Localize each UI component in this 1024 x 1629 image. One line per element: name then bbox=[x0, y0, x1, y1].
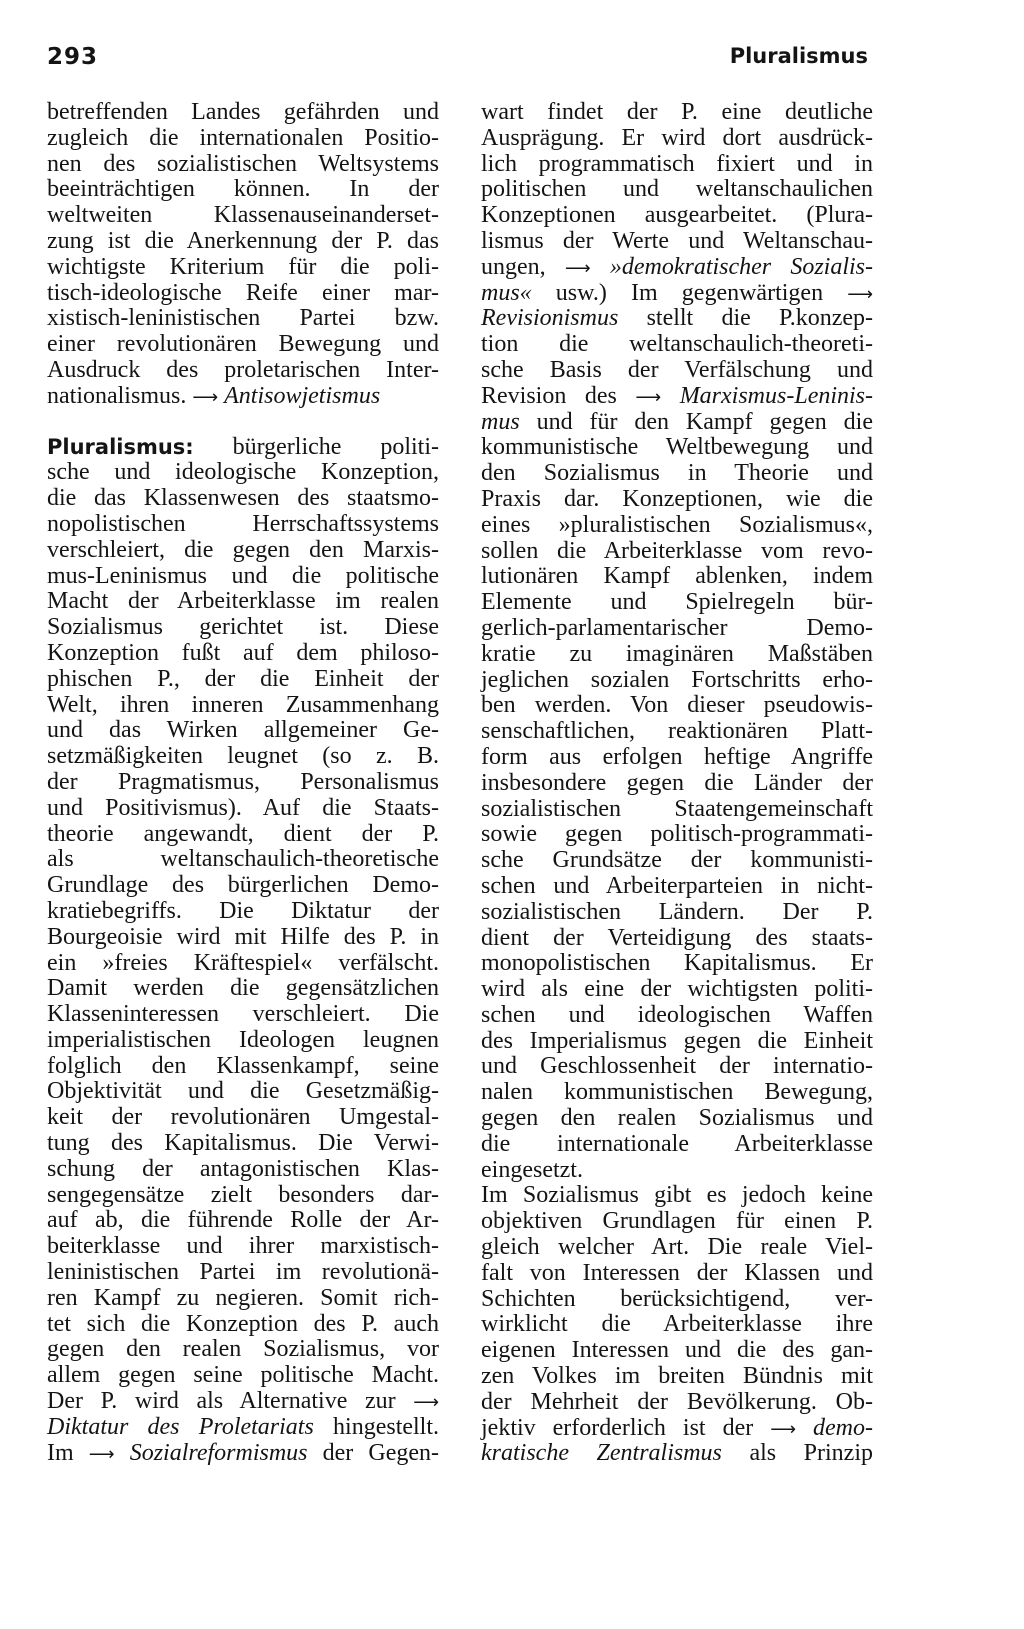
cross-reference-arrow-icon: ⟶ bbox=[88, 1443, 115, 1465]
text-line: nopolistischen Herrschaftssystems bbox=[47, 510, 439, 537]
right-lines-b bbox=[481, 332, 873, 384]
cross-reference-link[interactable]: demo- bbox=[813, 1414, 874, 1441]
text-line: zen Volkes im breiten Bündnis mit bbox=[481, 1363, 873, 1390]
text-line: und Positivismus). Auf die Staats- bbox=[47, 794, 439, 821]
cross-reference-link[interactable]: Antisowjetismus bbox=[224, 382, 381, 409]
text-span: Der P. wird als Alternative zur bbox=[47, 1388, 396, 1415]
text-line: gleich welcher Art. Die reale Viel- bbox=[481, 1234, 873, 1261]
entry-body bbox=[47, 460, 439, 1389]
text-span: Revision des bbox=[481, 382, 617, 409]
text-line: kratiebegriffs. Die Diktatur der bbox=[47, 897, 439, 924]
text-line: den Sozialismus in Theorie und bbox=[481, 460, 873, 487]
text-line bbox=[481, 306, 873, 332]
text-line: folglich den Klassenkampf, seine bbox=[47, 1052, 439, 1079]
text-line: als weltanschaulich-theoretische bbox=[47, 846, 439, 873]
text-line: kratie zu imaginären Maßstäben bbox=[481, 640, 873, 667]
text-line: phischen P., der die Einheit der bbox=[47, 665, 439, 692]
cross-reference-link[interactable]: Revisionismus bbox=[481, 305, 619, 332]
text-line: wirklicht die Arbeiterklasse ihre bbox=[481, 1311, 873, 1338]
text-line: sche Grundsätze der kommunisti- bbox=[481, 847, 873, 874]
text-line: form aus erfolgen heftige Angriffe bbox=[481, 743, 873, 770]
text-line: leninistischen Partei im revolutionä- bbox=[47, 1259, 439, 1286]
text-line: sengegensätze zielt besonders dar- bbox=[47, 1181, 439, 1208]
text-line: Grundlage des bürgerlichen Demo- bbox=[47, 872, 439, 899]
text-line: kommunistische Weltbewegung und bbox=[481, 434, 873, 461]
text-line: schen und Arbeiterparteien in nicht- bbox=[481, 872, 873, 899]
cross-reference-link[interactable]: mus« bbox=[481, 279, 532, 306]
cross-reference-link[interactable]: kratische Zentralismus bbox=[481, 1440, 722, 1467]
text-span: jektiv erforderlich ist der bbox=[481, 1414, 754, 1441]
text-line: Praxis dar. Konzeptionen, wie die bbox=[481, 485, 873, 512]
text-line: theorie angewandt, dient der P. bbox=[47, 820, 439, 847]
text-span: Im bbox=[47, 1439, 74, 1466]
text-line: nalen kommunistischen Bewegung, bbox=[481, 1079, 873, 1106]
text-line: Welt, ihren inneren Zusammenhang bbox=[47, 691, 439, 718]
text-line: objektiven Grundlagen für einen P. bbox=[481, 1208, 873, 1235]
text-line bbox=[481, 1416, 873, 1442]
text-line: und Geschlossenheit der internatio- bbox=[481, 1053, 873, 1080]
text-line: jeglichen sozialen Fortschritts erho- bbox=[481, 666, 873, 693]
text-line: des Imperialismus gegen die Einheit bbox=[481, 1027, 873, 1054]
text-line bbox=[481, 281, 873, 307]
cross-reference-link[interactable]: Diktatur des Proletariats bbox=[47, 1413, 314, 1440]
running-head: Pluralismus bbox=[729, 44, 868, 68]
right-lines-a bbox=[481, 100, 873, 255]
text-line: beiterklasse und ihrer marxistisch- bbox=[47, 1233, 439, 1260]
text-line: falt von Interessen der Klassen und bbox=[481, 1259, 873, 1286]
text-span: als Prinzip bbox=[749, 1440, 873, 1467]
text-line: Damit werden die gegensätzlichen bbox=[47, 975, 439, 1002]
text-line: politischen und weltanschaulichen bbox=[481, 176, 873, 203]
cross-reference-link[interactable]: mus bbox=[481, 408, 520, 435]
text-line: schung der antagonistischen Klas- bbox=[47, 1155, 439, 1182]
text-line: Objektivität und die Gesetzmäßig- bbox=[47, 1078, 439, 1105]
text-line: wichtigste Kriterium für die poli- bbox=[47, 253, 439, 280]
text-line: gegen den realen Sozialismus, vor bbox=[47, 1336, 439, 1363]
text-line: wird als eine der wichtigsten politi- bbox=[481, 976, 873, 1003]
text-line: Bourgeoisie wird mit Hilfe des P. in bbox=[47, 923, 439, 950]
text-line: ren Kampf zu negieren. Somit rich- bbox=[47, 1284, 439, 1311]
text-span: und für den Kampf gegen die bbox=[536, 408, 874, 435]
text-line: betreffenden Landes gefährden und bbox=[47, 99, 439, 125]
text-line: lich programmatisch fixiert und in bbox=[481, 150, 873, 177]
text-line: setzmäßigkeiten leugnet (so z. B. bbox=[47, 743, 439, 770]
text-line: und das Wirken allgemeiner Ge- bbox=[47, 717, 439, 744]
entry-headline bbox=[47, 435, 439, 461]
cross-reference-arrow-icon: ⟶ bbox=[635, 386, 662, 408]
text-line: imperialistischen Ideologen leugnen bbox=[47, 1026, 439, 1053]
text-line: gerlich-parlamentarischer Demo- bbox=[481, 614, 873, 641]
text-line bbox=[47, 1389, 439, 1415]
text-line: Sozialismus gerichtet ist. Diese bbox=[47, 614, 439, 641]
text-line: eingesetzt. bbox=[481, 1156, 583, 1183]
text-line: sche und ideologische Konzeption, bbox=[47, 459, 439, 486]
cross-reference-arrow-icon: ⟶ bbox=[770, 1418, 797, 1440]
text-line: sowie gegen politisch-programmati- bbox=[481, 821, 873, 848]
cross-reference-link[interactable]: »demokratischer Sozialis- bbox=[609, 253, 873, 280]
text-line: insbesondere gegen die Länder der bbox=[481, 769, 873, 796]
text-span: bürgerliche politi- bbox=[232, 433, 439, 460]
text-line: der Mehrheit der Bevölkerung. Ob- bbox=[481, 1388, 873, 1415]
text-line: zung ist die Anerkennung der P. das bbox=[47, 227, 439, 254]
text-line bbox=[47, 1441, 439, 1467]
text-line: Ausprägung. Er wird dort ausdrück- bbox=[481, 124, 873, 151]
text-line: Macht der Arbeiterklasse im realen bbox=[47, 588, 439, 615]
cross-reference-arrow-icon: ⟶ bbox=[192, 386, 219, 408]
text-line: sozialistischen Ländern. Der P. bbox=[481, 898, 873, 925]
right-lines-c bbox=[481, 435, 873, 1157]
text-line: gegen den realen Sozialismus und bbox=[481, 1105, 873, 1132]
text-line: einer revolutionären Bewegung und bbox=[47, 331, 439, 358]
text-line: tet sich die Konzeption des P. auch bbox=[47, 1310, 439, 1337]
text-line: xistisch-leninistischen Partei bzw. bbox=[47, 305, 439, 332]
text-line bbox=[47, 1415, 439, 1441]
text-line: Elemente und Spielregeln bür- bbox=[481, 589, 873, 616]
left-intro-paragraph bbox=[47, 100, 439, 384]
text-line bbox=[481, 255, 873, 281]
cross-reference-link[interactable]: Marxismus-Leninis- bbox=[679, 382, 874, 409]
cross-reference-arrow-icon: ⟶ bbox=[413, 1392, 440, 1414]
text-line: allem gegen seine politische Macht. bbox=[47, 1362, 439, 1389]
text-line: schen und ideologischen Waffen bbox=[481, 1001, 873, 1028]
text-line: Schichten berücksichtigend, ver- bbox=[481, 1285, 873, 1312]
text-line: eines »pluralistischen Sozialismus«, bbox=[481, 511, 873, 538]
text-line: senschaftlichen, reaktionären Platt- bbox=[481, 718, 873, 745]
text-line: tisch-ideologische Reife einer mar- bbox=[47, 279, 439, 306]
text-line bbox=[481, 384, 873, 410]
text-line: der Pragmatismus, Personalismus bbox=[47, 768, 439, 795]
text-line: ben werden. Von dieser pseudowis- bbox=[481, 692, 873, 719]
text-line: sche Basis der Verfälschung und bbox=[481, 356, 873, 383]
text-line: wart findet der P. eine deutliche bbox=[481, 99, 873, 125]
right-lines-d bbox=[481, 1183, 873, 1415]
text-span: der Gegen- bbox=[322, 1439, 439, 1466]
page-number: 293 bbox=[47, 44, 99, 70]
text-line: dient der Verteidigung des staats- bbox=[481, 924, 873, 951]
cross-reference-arrow-icon: ⟶ bbox=[564, 257, 591, 279]
text-line: Im Sozialismus gibt es jedoch keine bbox=[481, 1182, 873, 1209]
text-line: die internationale Arbeiterklasse bbox=[481, 1130, 873, 1157]
text-line: sollen die Arbeiterklasse vom revo- bbox=[481, 537, 873, 564]
text-span: hingestellt. bbox=[333, 1413, 440, 1440]
text-line: Konzeption fußt auf dem philoso- bbox=[47, 639, 439, 666]
text-line: ein »freies Kräftespiel« verfälscht. bbox=[47, 949, 439, 976]
text-line: sozialistischen Staatengemeinschaft bbox=[481, 795, 873, 822]
text-line: keit der revolutionären Umgestal- bbox=[47, 1104, 439, 1131]
text-line: eigenen Interessen und die des gan- bbox=[481, 1337, 873, 1364]
text-line: weltweiten Klassenauseinanderset- bbox=[47, 202, 439, 229]
text-line: mus-Leninismus und die politische bbox=[47, 562, 439, 589]
text-line: auf ab, die führende Rolle der Ar- bbox=[47, 1207, 439, 1234]
cross-reference-arrow-icon: ⟶ bbox=[847, 283, 874, 305]
right-column bbox=[481, 100, 873, 1467]
text-line: nen des sozialistischen Weltsystems bbox=[47, 150, 439, 177]
text-span: stellt die P.konzep- bbox=[646, 305, 873, 332]
text-line: verschleiert, die gegen den Marxis- bbox=[47, 536, 439, 563]
text-line: Klasseninteressen verschleiert. Die bbox=[47, 1001, 439, 1028]
text-span: nationalismus. bbox=[47, 382, 187, 409]
text-span: usw.) Im gegenwärtigen bbox=[555, 279, 824, 306]
cross-reference-link[interactable]: Sozialreformismus bbox=[129, 1439, 308, 1466]
text-line: tung des Kapitalismus. Die Verwi- bbox=[47, 1130, 439, 1157]
text-line: monopolistischen Kapitalismus. Er bbox=[481, 950, 873, 977]
left-column bbox=[47, 100, 439, 1466]
text-line: die das Klassenwesen des staatsmo- bbox=[47, 485, 439, 512]
text-line: Konzeptionen ausgearbeitet. (Plura- bbox=[481, 202, 873, 229]
text-line: beeinträchtigen können. In der bbox=[47, 176, 439, 203]
entry-headword: Pluralismus: bbox=[47, 434, 194, 459]
text-line bbox=[481, 410, 873, 436]
text-line: Ausdruck des proletarischen Inter- bbox=[47, 356, 439, 383]
text-line bbox=[481, 1441, 873, 1467]
text-span: ungen, bbox=[481, 253, 546, 280]
text-line: zugleich die internationalen Positio- bbox=[47, 124, 439, 151]
text-line bbox=[47, 384, 439, 410]
text-line: lismus der Werte und Weltanschau- bbox=[481, 227, 873, 254]
text-line: lutionären Kampf ablenken, indem bbox=[481, 563, 873, 590]
text-line: tion die weltanschaulich-theoreti- bbox=[481, 331, 873, 358]
